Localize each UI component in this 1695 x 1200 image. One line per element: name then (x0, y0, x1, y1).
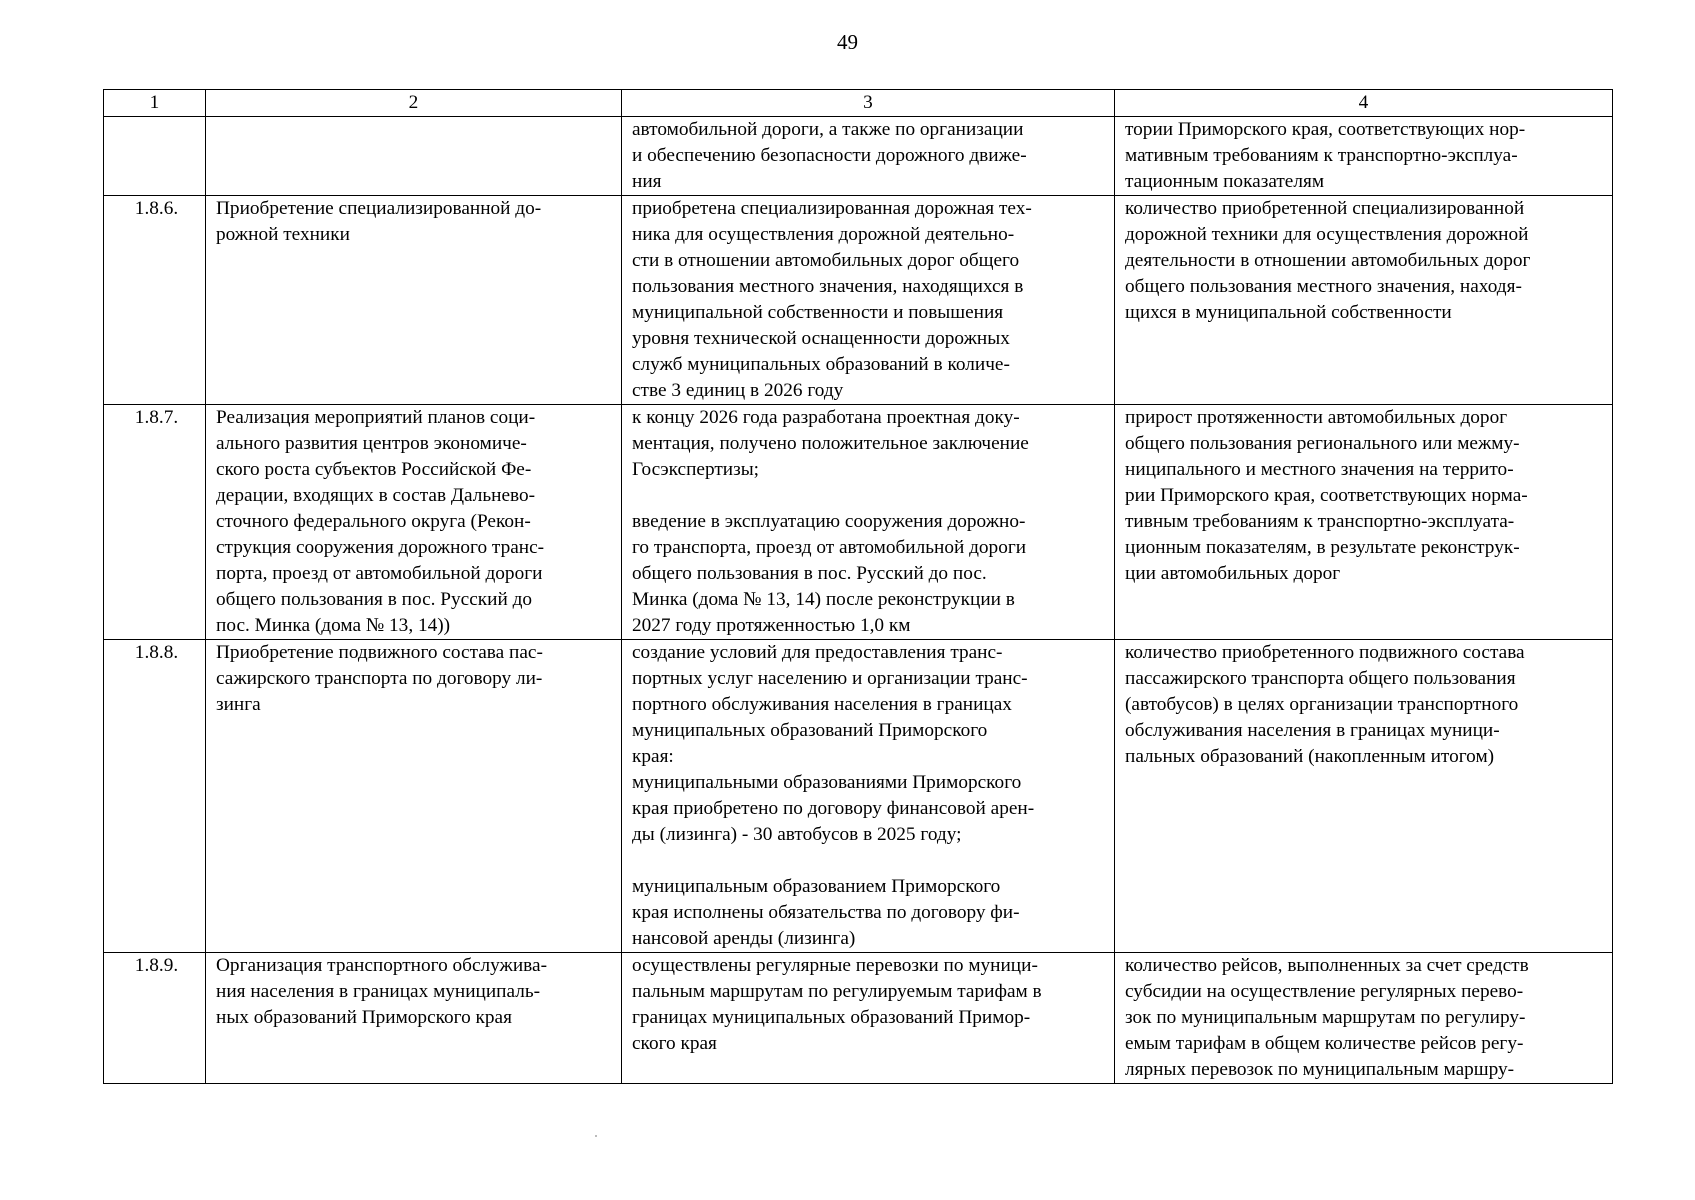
table-row (104, 117, 1613, 196)
indicator-description (1115, 405, 1613, 640)
indicator-description (1115, 640, 1613, 953)
page-number: 49 (837, 30, 858, 54)
table-row (104, 405, 1613, 640)
column-header: 4 (1115, 90, 1613, 117)
indicator-description (1115, 117, 1613, 196)
result-paragraph: создание условий для предоставления транс- портных услуг населению и организации транс- портного обслуживания населения в границах муниципальных образований Приморского края: муниципальными образованиями Приморского края приобретено по договору финансовой арен- ды (лизинга) - 30 автобусов в 2025 году; (632, 642, 1035, 845)
expected-result (622, 117, 1115, 196)
indicator-paragraph: количество рейсов, выполненных за счет средств субсидии на осуществление регулярных перево- зок по муниципальным маршрутам по регулиру- емым тарифам в общем количестве рейсов регу- лярных перевозок по муниципальным маршру- (1125, 955, 1529, 1080)
expected-result (622, 196, 1115, 405)
column-header: 1 (104, 90, 206, 117)
indicator-paragraph: количество приобретенного подвижного состава пассажирского транспорта общего пользования (автобусов) в целях организации транспортного обслуживания населения в границах муници- пальных образований (накопленным итогом) (1125, 642, 1525, 767)
table-body (104, 117, 1613, 1084)
column-header: 2 (206, 90, 622, 117)
paragraph-gap (632, 483, 1108, 509)
row-number: 1.8.8. (104, 640, 206, 953)
expected-result (622, 953, 1115, 1084)
indicator-paragraph: прирост протяженности автомобильных дорог общего пользования регионального или межму- ниципального и местного значения на террито- рии Приморского края, соответствующих норма- тивным требованиям к транспортно-эксплуата- ционным показателям, в результате реконструк- ции автомобильных дорог (1125, 407, 1528, 584)
table-row (104, 953, 1613, 1084)
indicator-paragraph: тории Приморского края, соответствующих нор- мативным требованиям к транспортно-эксплуа- тационным показателям (1125, 119, 1526, 192)
paragraph-gap (632, 848, 1108, 874)
row-number: 1.8.6. (104, 196, 206, 405)
result-paragraph: приобретена специализированная дорожная тех- ника для осуществления дорожной деятельно- сти в отношении автомобильных дорог общего пользования местного значения, находящихся в муниципальной собственности и повышения уровня технической оснащенности дорожных служб муниципальных образований в количе- стве 3 единиц в 2026 году (632, 198, 1032, 401)
measure-name: Приобретение подвижного состава пас- сажирского транспорта по договору ли- зинга (206, 640, 622, 953)
table-row (104, 640, 1613, 953)
row-number: 1.8.9. (104, 953, 206, 1084)
measures-table (103, 89, 1613, 1084)
column-header: 3 (622, 90, 1115, 117)
header-row (104, 90, 1613, 117)
measure-name: Приобретение специализированной до- рожной техники (206, 196, 622, 405)
measure-name (206, 117, 622, 196)
row-number (104, 117, 206, 196)
result-paragraph: автомобильной дороги, а также по организации и обеспечению безопасности дорожного движе- ния (632, 119, 1027, 192)
row-number: 1.8.7. (104, 405, 206, 640)
table-row (104, 196, 1613, 405)
expected-result (622, 405, 1115, 640)
expected-result (622, 640, 1115, 953)
measure-name: Организация транспортного обслужива- ния населения в границах муниципаль- ных образований Приморского края (206, 953, 622, 1084)
scan-speck (595, 1135, 597, 1137)
result-paragraph: введение в эксплуатацию сооружения дорожно- го транспорта, проезд от автомобильной дороги общего пользования в пос. Русский до пос. Минка (дома № 13, 14) после реконструкции в 2027 году протяженностью 1,0 км (632, 511, 1027, 636)
indicator-description (1115, 953, 1613, 1084)
indicator-description (1115, 196, 1613, 405)
result-paragraph: муниципальным образованием Приморского края исполнены обязательства по договору фи- нансовой аренды (лизинга) (632, 876, 1020, 949)
measure-name: Реализация мероприятий планов соци- ального развития центров экономиче- ского роста субъектов Российской Фе- дерации, входящих в состав Дальнево- сточного федерального округа (Рекон- струкция сооружения дорожного транс- порта, проезд от автомобильной дороги общего пользования в пос. Русский до пос. Минка (дома № 13, 14)) (206, 405, 622, 640)
result-paragraph: к концу 2026 года разработана проектная доку- ментация, получено положительное заключение Госэкспертизы; (632, 407, 1029, 480)
indicator-paragraph: количество приобретенной специализированной дорожной техники для осуществления дорожной деятельности в отношении автомобильных дорог общего пользования местного значения, находя- щихся в муниципальной собственности (1125, 198, 1531, 323)
result-paragraph: осуществлены регулярные перевозки по муници- пальным маршрутам по регулируемым тарифам в границах муниципальных образований Примор- ского края (632, 955, 1042, 1054)
